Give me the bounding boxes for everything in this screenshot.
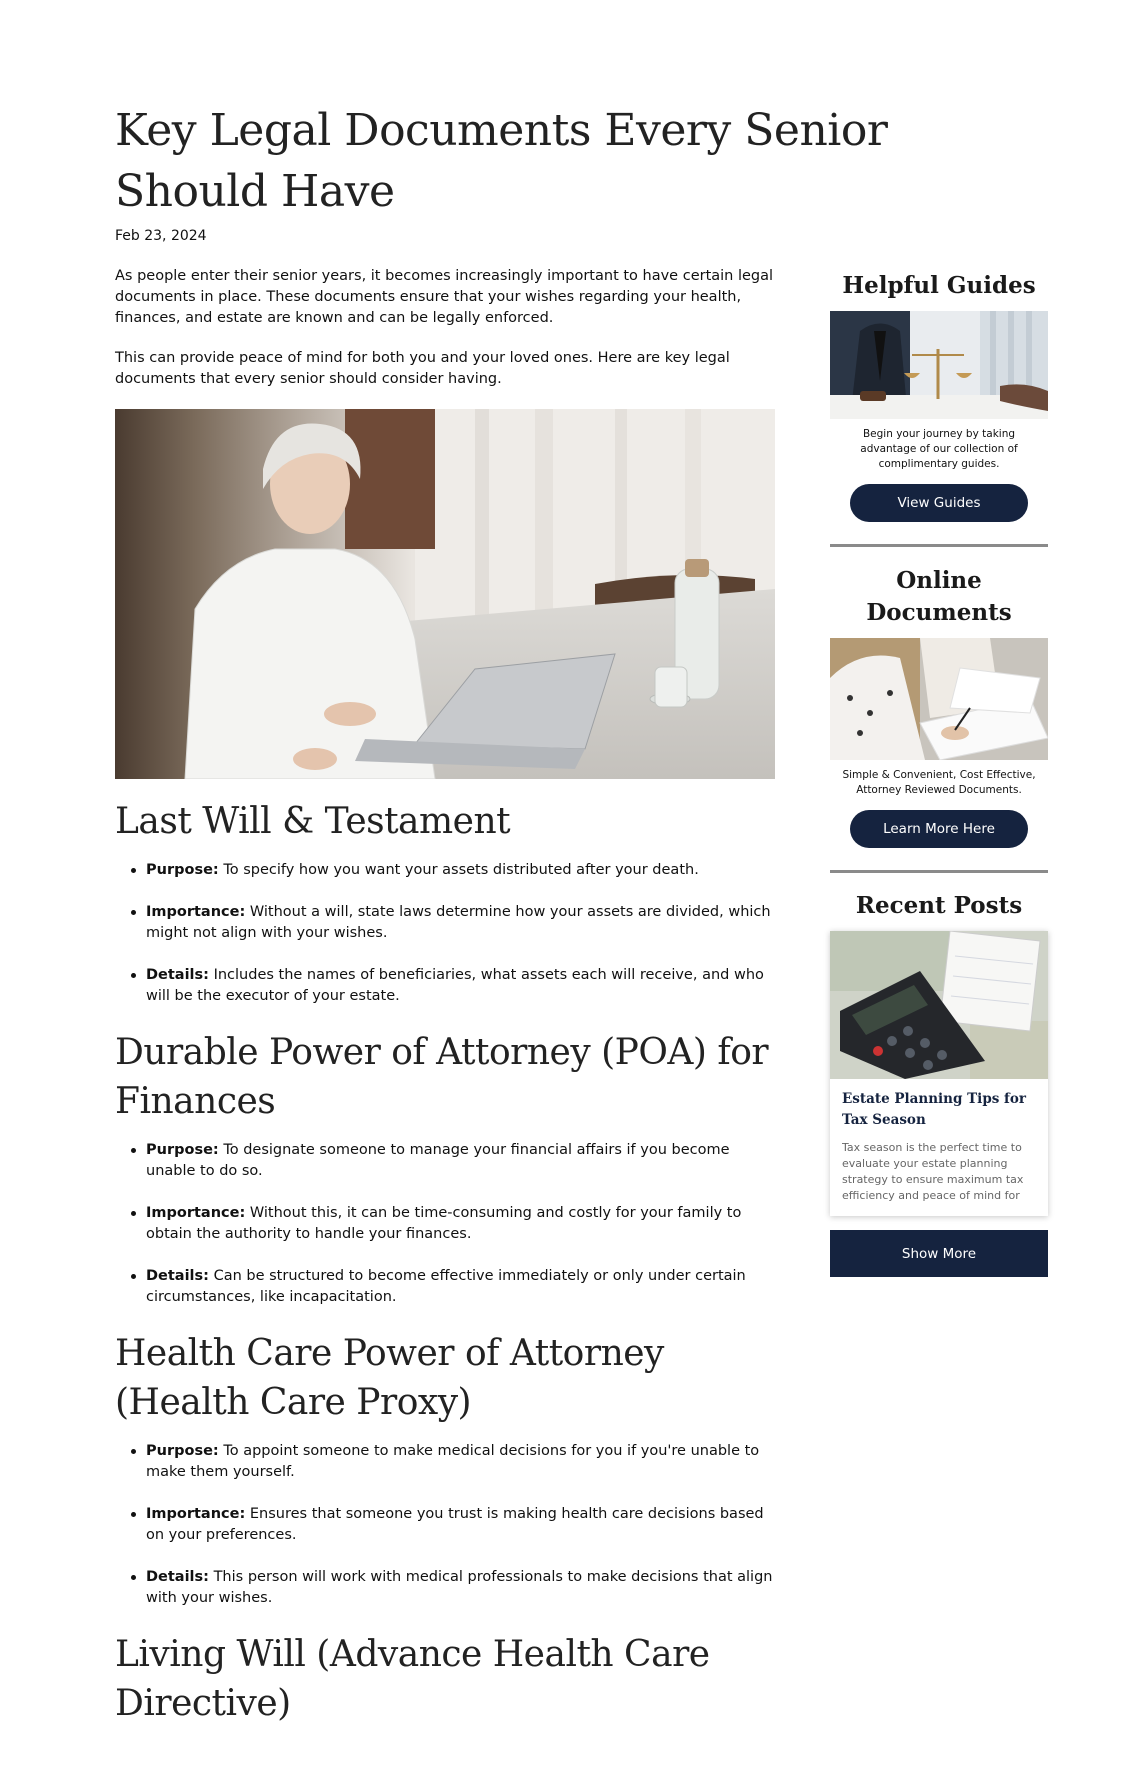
guides-description: Begin your journey by taking advantage of our collection of complimentary guides. [860, 428, 1018, 470]
list-item [115, 1266, 775, 1308]
section-heading-will: Last Will & Testament [115, 801, 511, 842]
scales-of-justice-illustration [830, 311, 1048, 419]
list-item [115, 1504, 775, 1546]
point-label: Details: [146, 1569, 209, 1585]
point-text: Ensures that someone you trust is making health care decisions based on your preferences. [146, 1506, 764, 1543]
point-label: Importance: [146, 1506, 246, 1522]
article-date: Feb 23, 2024 [115, 228, 207, 244]
recent-posts-widget [830, 890, 1048, 1277]
point-label: Details: [146, 1268, 209, 1284]
health-care-poa-points-list [115, 1441, 775, 1609]
card-bottom-spacer [830, 1204, 1048, 1216]
point-text: Includes the names of beneficiaries, what assets each will receive, and who will be the executor of your estate. [146, 967, 764, 1004]
section-heading-health-care-poa: Health Care Power of Attorney (Health Care Proxy) [115, 1333, 664, 1423]
will-points-list [115, 860, 775, 1007]
intro-paragraph: As people enter their senior years, it becomes increasingly important to have certain legal documents in place. These documents ensure that your wishes regarding your health, finances, and estate are known and can be legally enforced. [115, 268, 774, 326]
calculator-money-illustration [830, 931, 1048, 1079]
hero-image [115, 409, 775, 779]
intro-paragraph: This can provide peace of mind for both you and your loved ones. Here are key legal documents that every senior should consider having. [115, 350, 730, 387]
financial-poa-points-list [115, 1140, 775, 1308]
point-text: To designate someone to manage your financial affairs if you become unable to do so. [146, 1142, 730, 1179]
section-heading-financial-poa: Durable Power of Attorney (POA) for Finances [115, 1032, 769, 1122]
online-documents-widget [830, 565, 1048, 873]
point-label: Purpose: [146, 862, 219, 878]
list-item [115, 1567, 775, 1609]
list-item [115, 1140, 775, 1182]
list-item [115, 902, 775, 944]
article [115, 100, 888, 1728]
point-label: Purpose: [146, 1443, 219, 1459]
point-label: Importance: [146, 904, 246, 920]
signing-documents-illustration [830, 638, 1048, 760]
list-item [115, 860, 775, 881]
point-text: To specify how you want your assets distributed after your death. [218, 862, 699, 878]
recent-post-title[interactable]: Estate Planning Tips for Tax Season [842, 1091, 1026, 1128]
guides-image [830, 311, 1048, 419]
point-label: Details: [146, 967, 209, 983]
senior-woman-laptop-illustration [115, 409, 775, 779]
article-title: Key Legal Documents Every Senior Should Have [115, 105, 888, 217]
widget-title-guides: Helpful Guides [842, 272, 1036, 299]
point-text: Can be structured to become effective immediately or only under certain circumstances, like incapacitation. [146, 1268, 746, 1305]
point-label: Importance: [146, 1205, 246, 1221]
documents-image [830, 638, 1048, 760]
list-item [115, 1203, 775, 1245]
view-guides-button[interactable]: View Guides [850, 484, 1028, 522]
point-label: Purpose: [146, 1142, 219, 1158]
recent-post-image [830, 931, 1048, 1079]
documents-description: Simple & Convenient, Cost Effective, Attorney Reviewed Documents. [842, 769, 1036, 796]
sidebar [830, 270, 1048, 1277]
point-text: Without this, it can be time-consuming and costly for your family to obtain the authority to handle your finances. [146, 1205, 742, 1242]
list-item [115, 965, 775, 1007]
sidebar-divider [830, 544, 1048, 547]
list-item [115, 1441, 775, 1483]
sidebar-divider [830, 870, 1048, 873]
widget-title-documents: Online Documents [866, 567, 1012, 626]
helpful-guides-widget [830, 270, 1048, 547]
point-text: This person will work with medical professionals to make decisions that align with your wishes. [146, 1569, 773, 1606]
point-text: Without a will, state laws determine how your assets are divided, which might not align with your wishes. [146, 904, 771, 941]
learn-more-button[interactable]: Learn More Here [850, 810, 1028, 848]
widget-title-recent-posts: Recent Posts [855, 892, 1023, 919]
recent-post-excerpt: Tax season is the perfect time to evaluate your estate planning strategy to ensure maximum tax efficiency and peace of mind for [842, 1141, 1024, 1202]
section-heading-living-will: Living Will (Advance Health Care Directive) [115, 1634, 710, 1724]
recent-post-card[interactable] [830, 931, 1048, 1216]
point-text: To appoint someone to make medical decisions for you if you're unable to make them yourself. [146, 1443, 760, 1480]
show-more-button[interactable]: Show More [830, 1230, 1048, 1277]
